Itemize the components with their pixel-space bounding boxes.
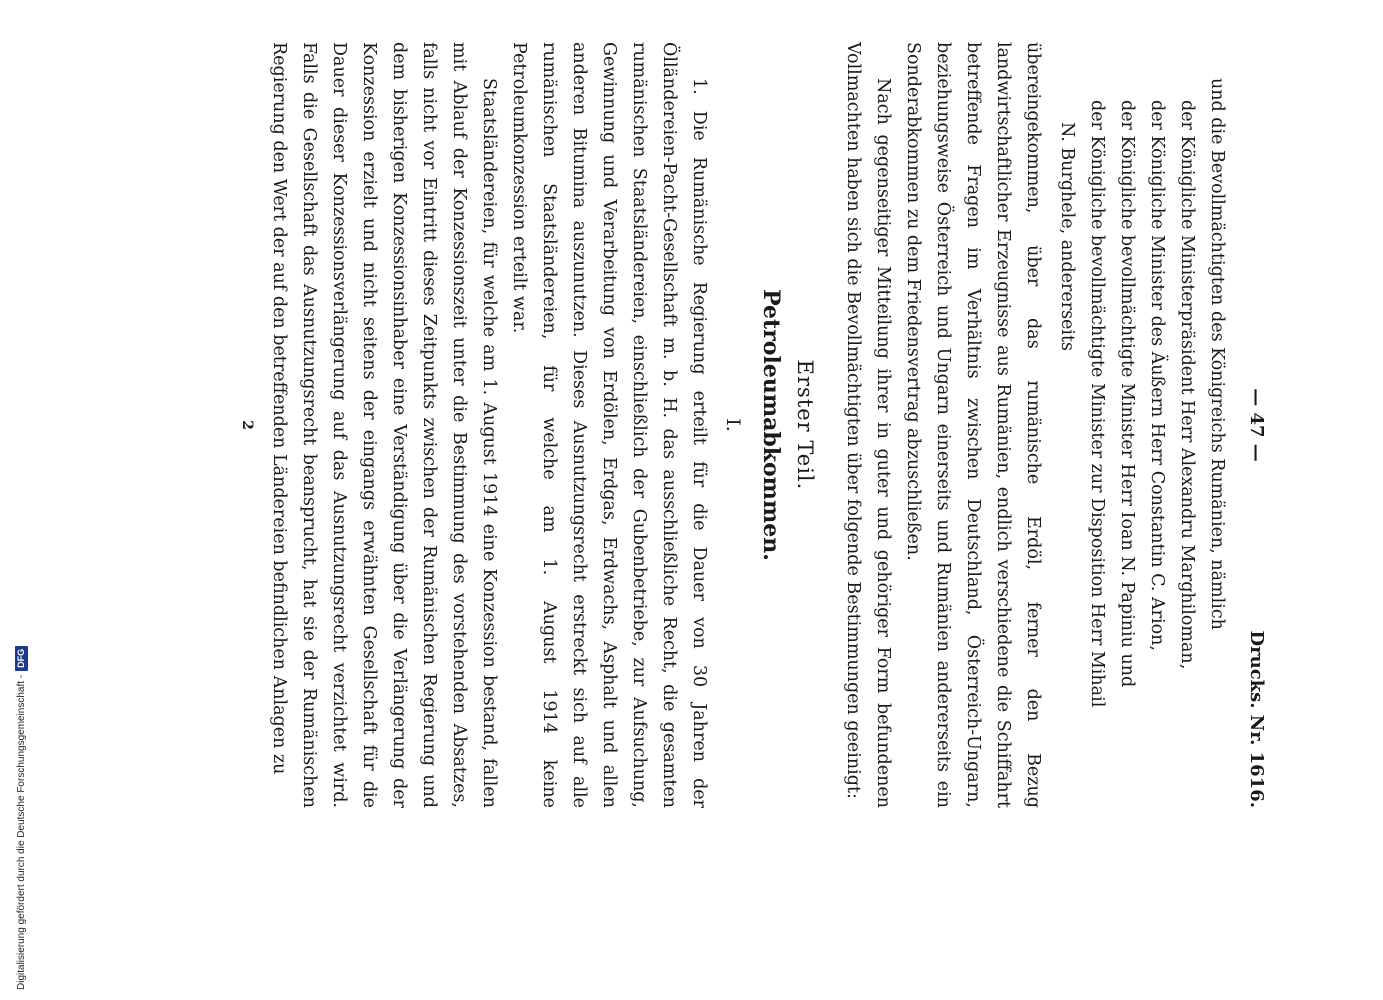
- intro-line: der Königliche Minister des Äußern Herr Constantin C. Arion,: [1147, 100, 1167, 651]
- signature-mark: 2: [239, 420, 255, 430]
- agreement-paragraph: übereingekommen, über das rumänische Erdöl, ferner den Bezug landwirtschaftlicher Erzeugnisse aus Rumänien, endlich verschiedene die Schiffahrt betreffende Fragen im Verhältnis zwischen Deutschland, Österreich-Ungarn, beziehungsweise Österreich und Ungarn einerseits und Rumänien andererseits ein Sonderabkommen zu dem Friedensvertrag abzuschließen.: [903, 42, 1043, 808]
- print-reference: Drucks. Nr. 1616.: [1246, 630, 1267, 808]
- intro-line: der Königliche bevollmächtigte Minister zur Disposition Herr Mihail: [1087, 100, 1107, 708]
- intro-line: und die Bevollmächtigten des Königreichs Rumänien, nämlich: [1207, 78, 1227, 630]
- section-title: Petroleumabkommen.: [758, 289, 784, 561]
- page-header: [1240, 42, 1272, 808]
- signatories-list: [1052, 42, 1232, 808]
- dfg-logo: DFG: [15, 646, 28, 671]
- page-number: — 47 —: [1246, 388, 1267, 462]
- credit-text: Digitalisierung gefördert durch die Deutsche Forschungsgemeinschaft -: [16, 674, 27, 990]
- intro-line: N. Burghele, andererseits: [1057, 122, 1077, 352]
- intro-line: der Königliche bevollmächtigte Minister Herr Ioan N. Papiniu und: [1117, 100, 1137, 688]
- digitization-credit: [15, 646, 28, 990]
- article-paragraph-2: Staatsländereien, für welche am 1. August 1914 eine Konzession bestand, fallen mit Ablauf der Konzessionszeit unter die Bestimmung des vorstehenden Absatzes, falls nicht vor Eintritt dieses Zeitpunkts zwischen der Rumänischen Regierung und dem bisherigen Konzessionsinhaber eine Verständigung über die Verlängerung der Konzession erzielt und nicht seitens der eingangs erwähnten Gesellschaft für die Dauer dieser Konzessionsverlängerung auf das Ausnutzungsrecht verzichtet wird. Falls die Gesellschaft das Ausnutzungsrecht beansprucht, hat sie der Rumänischen Regierung den Wert der auf den betreffenden Ländereien befindlichen Anlagen zu: [269, 42, 499, 808]
- document-page: [150, 30, 1280, 820]
- article-number: I.: [722, 418, 744, 432]
- credentials-paragraph: Nach gegenseitiger Mitteilung ihrer in guter und gehöriger Form befundenen Vollmachten haben sich die Bevollmächtigten über folgende Bestimmungen geeinigt:: [843, 42, 893, 808]
- article-paragraph-1: 1. Die Rumänische Regierung erteilt für die Dauer von 30 Jahren der Ölländereien-Pacht-Gesellschaft m. b. H. das ausschließliche Recht, die gesamten rumänischen Staatsländereien, einschließlich der Gubenbetriebe, zur Aufsuchung, Gewinnung und Verarbeitung von Erdölen, Erdgas, Erdwachs, Asphalt und allen anderen Bitumina auszunutzen. Dieses Ausnutzungsrecht erstreckt sich auf alle rumänischen Staatsländereien, für welche am 1. August 1914 keine Petroleumkonzession erteilt war.: [509, 42, 709, 808]
- part-title: Erster Teil.: [793, 359, 817, 491]
- intro-line: der Königliche Ministerpräsident Herr Alexandru Marghiloman,: [1177, 100, 1197, 670]
